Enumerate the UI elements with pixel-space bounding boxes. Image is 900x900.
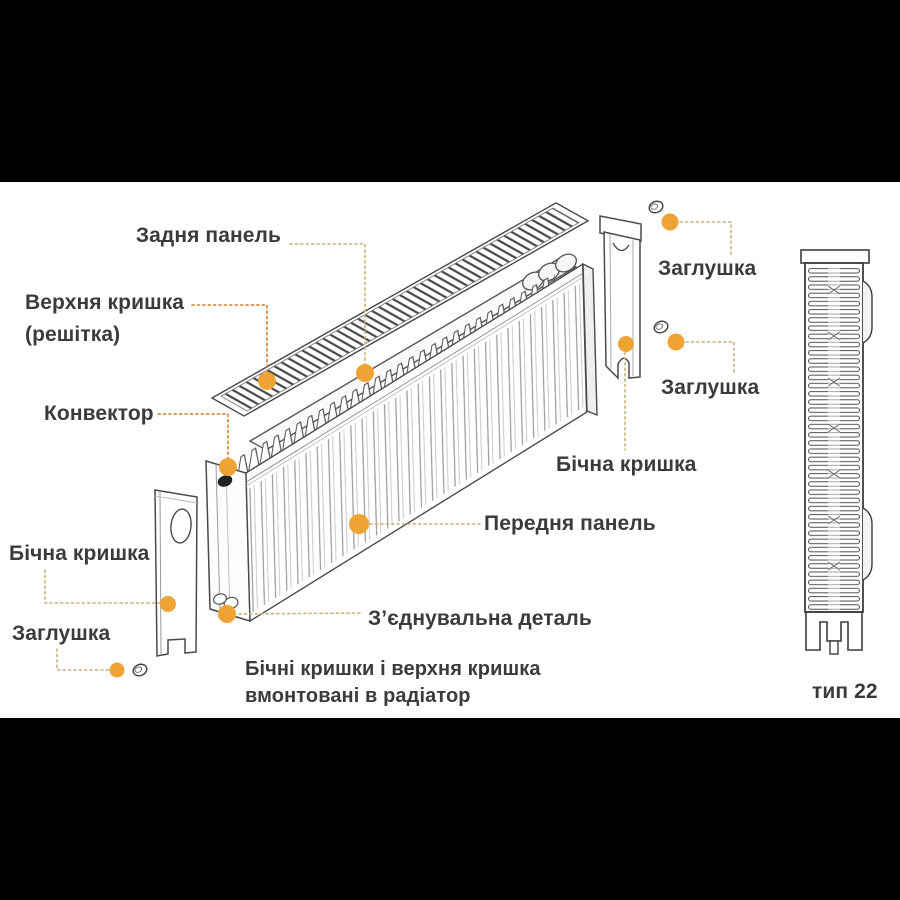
leader-connector-part	[239, 613, 362, 614]
plug-bolt-icon	[131, 662, 148, 677]
marker-connector-part	[218, 605, 236, 623]
left-side-cover-drawing	[155, 490, 197, 656]
label-plug-top-right: Заглушка	[658, 257, 757, 280]
marker-plug-top-right	[662, 214, 679, 231]
leader-side-cover-left	[45, 570, 165, 603]
label-top-cover	[25, 287, 184, 351]
label-side-cover-right: Бічна кришка	[556, 453, 697, 476]
leader-top-cover	[192, 305, 267, 380]
label-convector: Конвектор	[44, 402, 154, 425]
label-type-22: тип 22	[812, 680, 878, 703]
note-mounted-covers	[245, 656, 541, 710]
leader-plug-top-right	[680, 222, 731, 254]
leader-plug-left	[57, 649, 114, 670]
note-line2: вмонтовані в радіатор	[245, 685, 471, 707]
right-side-cover-drawing	[600, 216, 641, 378]
label-plug-left: Заглушка	[12, 622, 111, 645]
label-top-cover-line1: Верхня кришка	[25, 291, 185, 314]
marker-plug-left	[110, 663, 125, 678]
label-side-cover-left: Бічна кришка	[9, 542, 150, 565]
label-plug-mid-right: Заглушка	[661, 376, 760, 399]
marker-front-panel	[349, 514, 369, 534]
marker-plug-mid-right	[668, 334, 685, 351]
label-top-cover-line2: (решітка)	[25, 323, 121, 346]
marker-side-cover-left	[160, 596, 176, 612]
plug-bolt-icon	[652, 319, 669, 334]
marker-convector	[219, 458, 237, 476]
label-front-panel: Передня панель	[484, 512, 656, 535]
marker-side-cover-right	[618, 336, 634, 352]
leader-plug-mid-right	[686, 342, 734, 373]
label-back-panel: Задня панель	[135, 224, 281, 247]
note-line1: Бічні кришки і верхня кришка	[245, 658, 541, 680]
label-connector-part: З’єднувальна деталь	[368, 607, 592, 630]
marker-back-panel	[356, 364, 374, 382]
profile-type22-drawing	[801, 250, 872, 654]
leader-convector	[158, 414, 228, 465]
marker-top-cover	[258, 372, 276, 390]
plug-bolt-icon	[647, 199, 664, 214]
